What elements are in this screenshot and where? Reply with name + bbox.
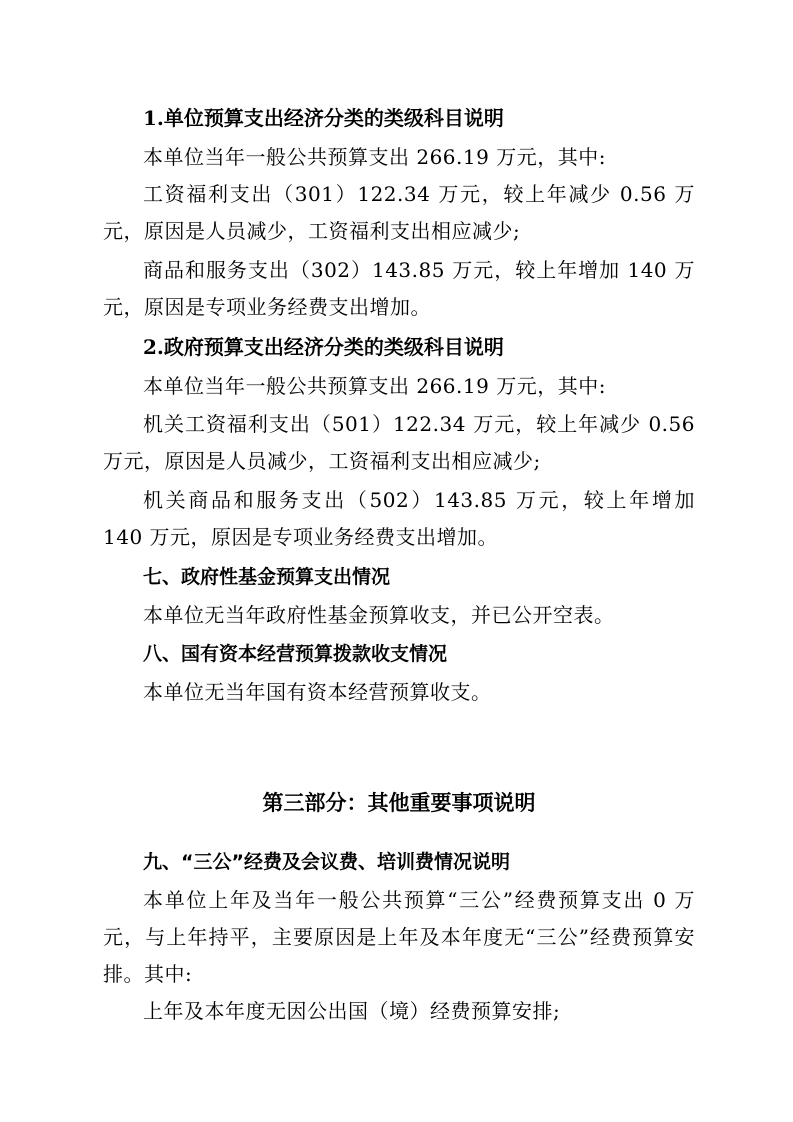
- section-9-body: 本单位上年及当年一般公共预算“三公”经费预算支出 0 万元，与上年持平，主要原因是上年及本年度无“三公”经费预算安排。其中:: [103, 888, 695, 986]
- section-9-heading: 九、“三公”经费及会议费、培训费情况说明: [143, 851, 510, 873]
- section-1-heading: 1.单位预算支出经济分类的类级科目说明: [143, 106, 504, 130]
- section-9-item-abroad: 上年及本年度无因公出国（境）经费预算安排;: [143, 999, 561, 1023]
- section-7-heading: 七、政府性基金预算支出情况: [143, 566, 391, 588]
- section-2-item-502: 机关商品和服务支出（502）143.85 万元，较上年增加 140 万元，原因是专项业务经费支出增加。: [103, 488, 695, 549]
- section-1-intro: 本单位当年一般公共预算支出 266.19 万元，其中:: [143, 145, 606, 169]
- section-1-item-301: 工资福利支出（301）122.34 万元，较上年减少 0.56 万元，原因是人员减少，工资福利支出相应减少;: [103, 182, 695, 243]
- section-2-heading: 2.政府预算支出经济分类的类级科目说明: [143, 335, 504, 359]
- section-8-body: 本单位无当年国有资本经营预算收支。: [143, 680, 492, 704]
- section-2-intro: 本单位当年一般公共预算支出 266.19 万元，其中:: [143, 374, 606, 398]
- section-1-item-302: 商品和服务支出（302）143.85 万元，较上年增加 140 万元，原因是专项业务经费支出增加。: [103, 258, 695, 319]
- section-2-item-501: 机关工资福利支出（501）122.34 万元，较上年减少 0.56 万元，原因是人员减少，工资福利支出相应减少;: [103, 412, 695, 473]
- part-3-title: 第三部分：其他重要事项说明: [262, 791, 536, 815]
- section-8-heading: 八、国有资本经营预算拨款收支情况: [143, 643, 448, 665]
- section-7-body: 本单位无当年政府性基金预算收支，并已公开空表。: [143, 603, 615, 627]
